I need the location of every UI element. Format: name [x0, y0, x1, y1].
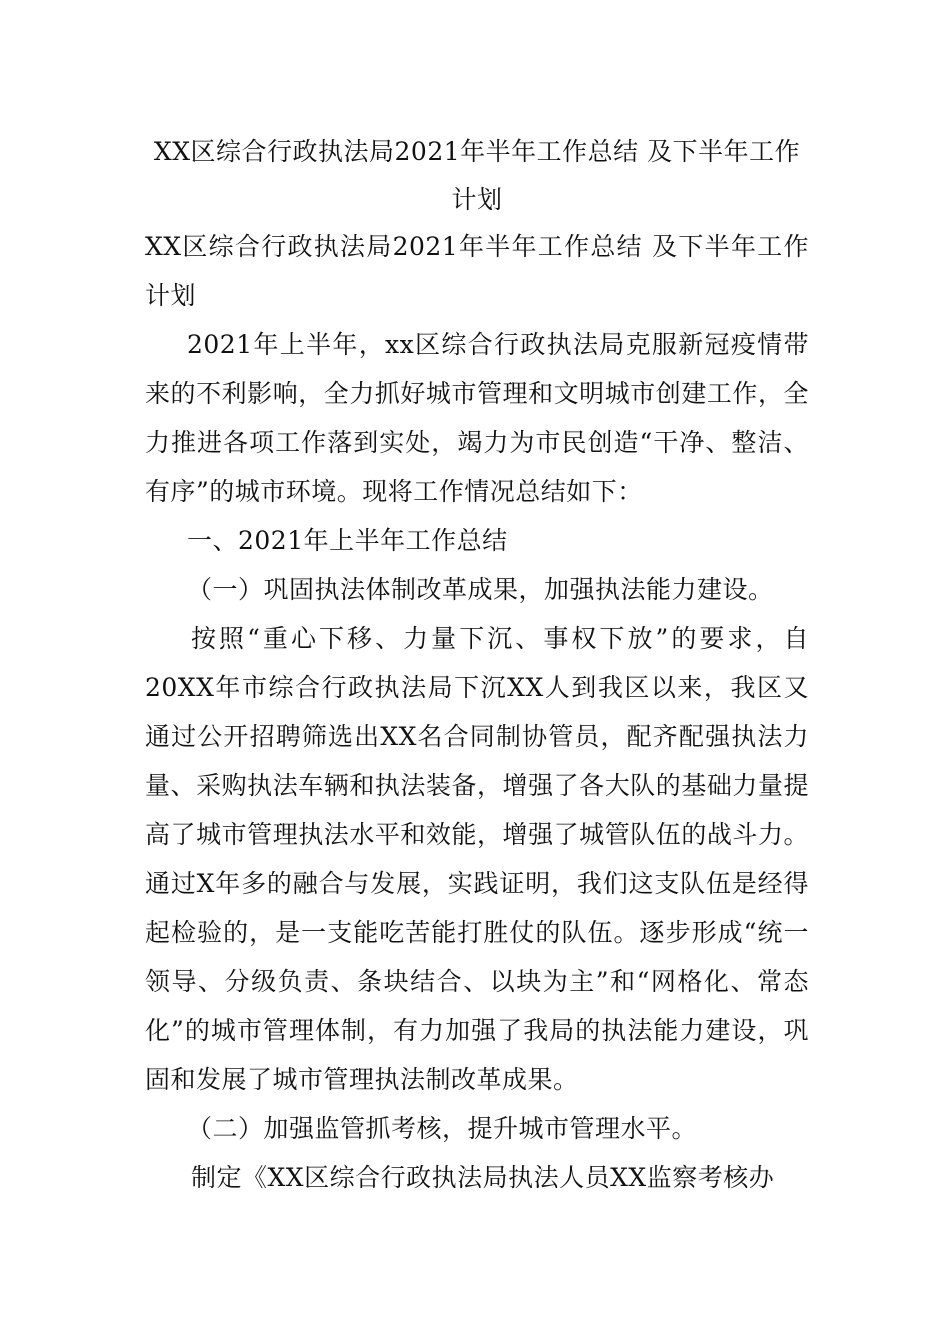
intro-paragraph: 2021年上半年，xx区综合行政执法局克服新冠疫情带来的不利影响，全力抓好城市管理和文明城市创建工作，全力推进各项工作落到实处，竭力为市民创造“干净、整洁、有序”的城市环境。现将工作情况总结如下： — [145, 330, 809, 506]
subsection-heading-1: （一）巩固执法体制改革成果，加强执法能力建设。 — [187, 575, 774, 604]
document-subtitle: XX区综合行政执法局2021年半年工作总结 及下半年工作计划 — [145, 232, 809, 310]
document-body — [145, 128, 809, 1202]
document-title: XX区综合行政执法局2021年半年工作总结 及下半年工作计划 — [153, 137, 801, 214]
body-paragraph-1: 按照“重心下移、力量下沉、事权下放”的要求，自20XX年市综合行政执法局下沉XX人到我区以来，我区又通过公开招聘筛选出XX名合同制协管员，配齐配强执法力量、采购执法车辆和执法装备，增强了各大队的基础力量提高了城市管理执法水平和效能，增强了城管队伍的战斗力。通过X年多的融合与发展，实践证明，我们这支队伍是经得起检验的，是一支能吃苦能打胜仗的队伍。逐步形成“统一领导、分级负责、条块结合、以块为主”和“网格化、常态化”的城市管理体制，有力加强了我局的执法能力建设，巩固和发展了城市管理执法制改革成果。 — [145, 624, 809, 1094]
section-heading-1: 一、2021年上半年工作总结 — [187, 526, 508, 555]
subsection-heading-2: （二）加强监管抓考核，提升城市管理水平。 — [187, 1114, 698, 1143]
body-paragraph-2: 制定《XX区综合行政执法局执法人员XX监察考核办 — [191, 1163, 775, 1192]
